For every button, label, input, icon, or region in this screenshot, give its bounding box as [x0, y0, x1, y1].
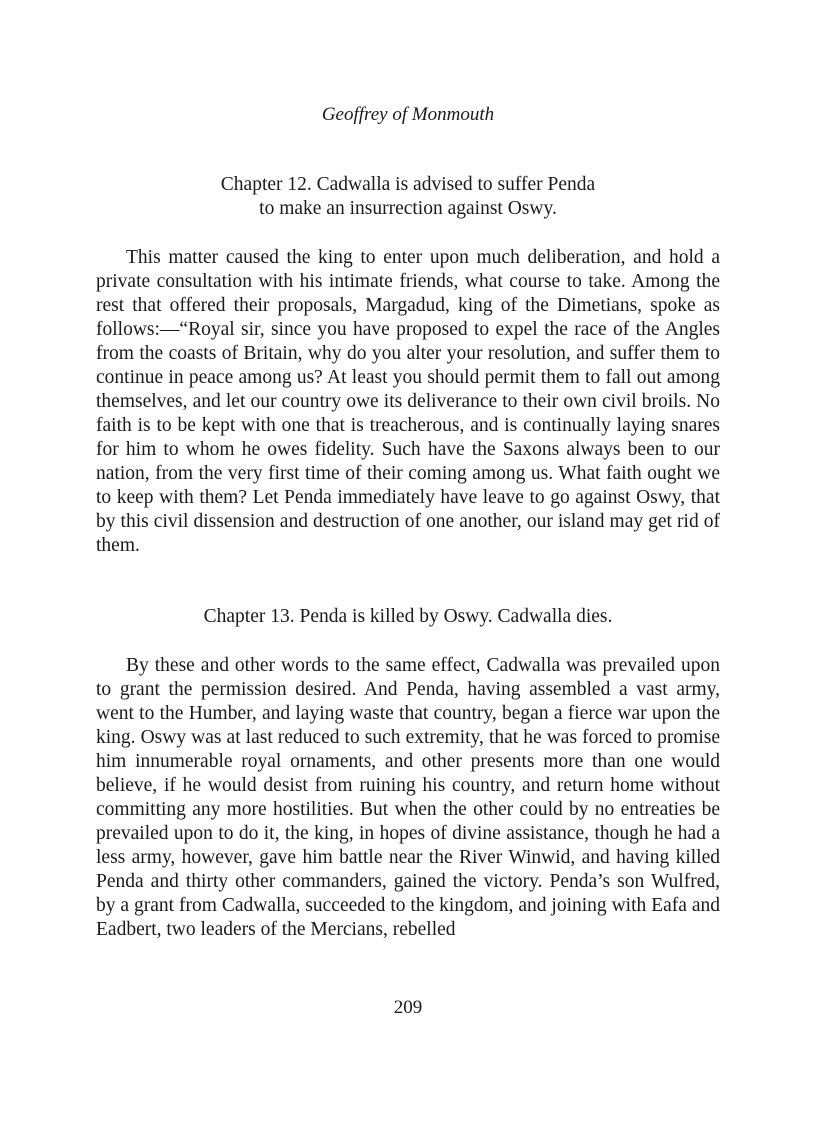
chapter-12-heading-line-2: to make an insurrection against Oswy.	[259, 198, 557, 219]
page-number: 209	[393, 997, 423, 1018]
running-head: Geoffrey of Monmouth	[321, 104, 495, 125]
chapter-13-heading: Chapter 13. Penda is killed by Oswy. Cadwalla dies.	[203, 606, 613, 627]
chapter-13-paragraph: By these and other words to the same effect, Cadwalla was prevailed upon to grant the permission desired. And Penda, having assembled a vast army, went to the Humber, and laying waste that country, began a fierce war upon the king. Oswy was at last reduced to such extremity, that he was forced to promise him innumerable royal ornaments, and other presents more than one would believe, if he would desist from ruining his country, and return home without committing any more hostilities. But when the other could by no entreaties be prevailed upon to do it, the king, in hopes of divine assistance, though he had a less army, however, gave him battle near the River Winwid, and having killed Penda and thirty other commanders, gained the victory. Penda’s son Wulfred, by a grant from Cadwalla, succeeded to the kingdom, and joining with Eafa and Eadbert, two leaders of the Mercians, rebelled	[96, 655, 720, 940]
chapter-12-heading	[96, 173, 720, 221]
chapter-12-paragraph: This matter caused the king to enter upon much deliberation, and hold a private consultation with his intimate friends, what course to take. Among the rest that offered their proposals, Margadud, king of the Dimetians, spoke as follows:—“Royal sir, since you have proposed to expel the race of the Angles from the coasts of Britain, why do you alter your resolution, and suffer them to continue in peace among us? At least you should permit them to fall out among themselves, and let our country owe its deliverance to their own civil broils. No faith is to be kept with one that is treacherous, and is continually laying snares for him to whom he owes fidelity. Such have the Saxons always been to our nation, from the very first time of their coming among us. What faith ought we to keep with them? Let Penda immediately have leave to go against Oswy, that by this civil dissension and destruction of one another, our island may get rid of them.	[96, 247, 720, 556]
chapter-12-heading-line-1: Chapter 12. Cadwalla is advised to suffer Penda	[220, 174, 596, 195]
